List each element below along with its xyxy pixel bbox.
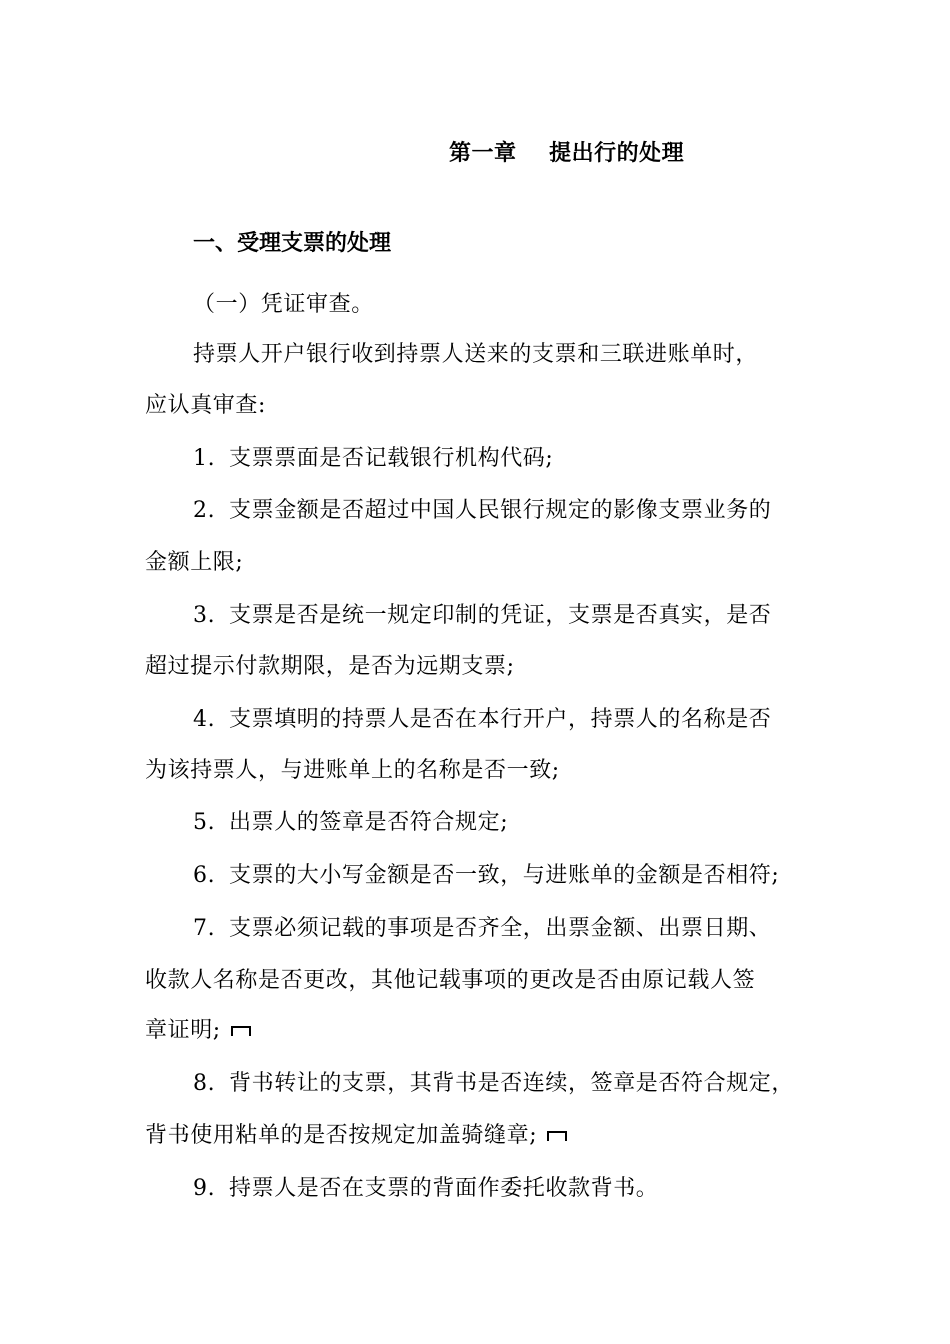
list-item <box>193 861 779 891</box>
list-item <box>193 1069 794 1099</box>
subsection-heading: （一）凭证审查。 <box>193 292 374 317</box>
item-number: 1. <box>193 446 216 471</box>
item-number: 6. <box>193 863 216 888</box>
item-continuation <box>145 1016 251 1046</box>
item-text: 支票必须记载的事项是否齐全，出票金额、出票日期、 <box>229 916 772 941</box>
intro-line-1: 持票人开户银行收到持票人送来的支票和三联进账单时， <box>193 342 759 367</box>
item-continuation: 超过提示付款期限，是否为远期支票; <box>145 654 515 679</box>
item-continuation <box>145 1121 567 1151</box>
item-continuation: 金额上限; <box>145 550 244 575</box>
item-number: 4. <box>193 707 216 732</box>
item-number: 5. <box>193 810 216 835</box>
item-number: 8. <box>193 1071 216 1096</box>
item-text: 章证明; <box>145 1018 221 1043</box>
item-text: 支票的大小写金额是否一致，与进账单的金额是否相符; <box>229 863 780 888</box>
chapter-title: 第一章 提出行的处理 <box>449 140 685 166</box>
item-text: 支票是否是统一规定印制的凭证，支票是否真实，是否 <box>229 603 772 628</box>
item-number: 3. <box>193 603 216 628</box>
item-text: 支票票面是否记载银行机构代码; <box>229 446 554 471</box>
list-item <box>193 808 508 838</box>
editor-mark-icon <box>231 1026 251 1036</box>
item-number: 9. <box>193 1176 216 1201</box>
list-item <box>193 444 553 474</box>
list-item <box>193 496 771 526</box>
list-item <box>193 914 771 944</box>
list-item <box>193 705 771 735</box>
item-text: 支票金额是否超过中国人民银行规定的影像支票业务的 <box>229 498 772 523</box>
item-number: 2. <box>193 498 216 523</box>
section-heading: 一、受理支票的处理 <box>193 230 392 256</box>
list-item <box>193 1174 658 1204</box>
editor-mark-icon <box>547 1131 567 1141</box>
item-text: 背书使用粘单的是否按规定加盖骑缝章; <box>145 1123 538 1148</box>
item-text: 背书转让的支票，其背书是否连续，签章是否符合规定， <box>229 1071 795 1096</box>
item-continuation: 为该持票人，与进账单上的名称是否一致; <box>145 758 560 783</box>
list-item <box>193 601 771 631</box>
item-text: 持票人是否在支票的背面作委托收款背书。 <box>229 1176 659 1201</box>
item-number: 7. <box>193 916 216 941</box>
item-text: 出票人的签章是否符合规定; <box>229 810 509 835</box>
item-text: 支票填明的持票人是否在本行开户，持票人的名称是否 <box>229 707 772 732</box>
intro-line-2: 应认真审查: <box>145 393 267 418</box>
item-continuation: 收款人名称是否更改，其他记载事项的更改是否由原记载人签 <box>145 968 756 993</box>
